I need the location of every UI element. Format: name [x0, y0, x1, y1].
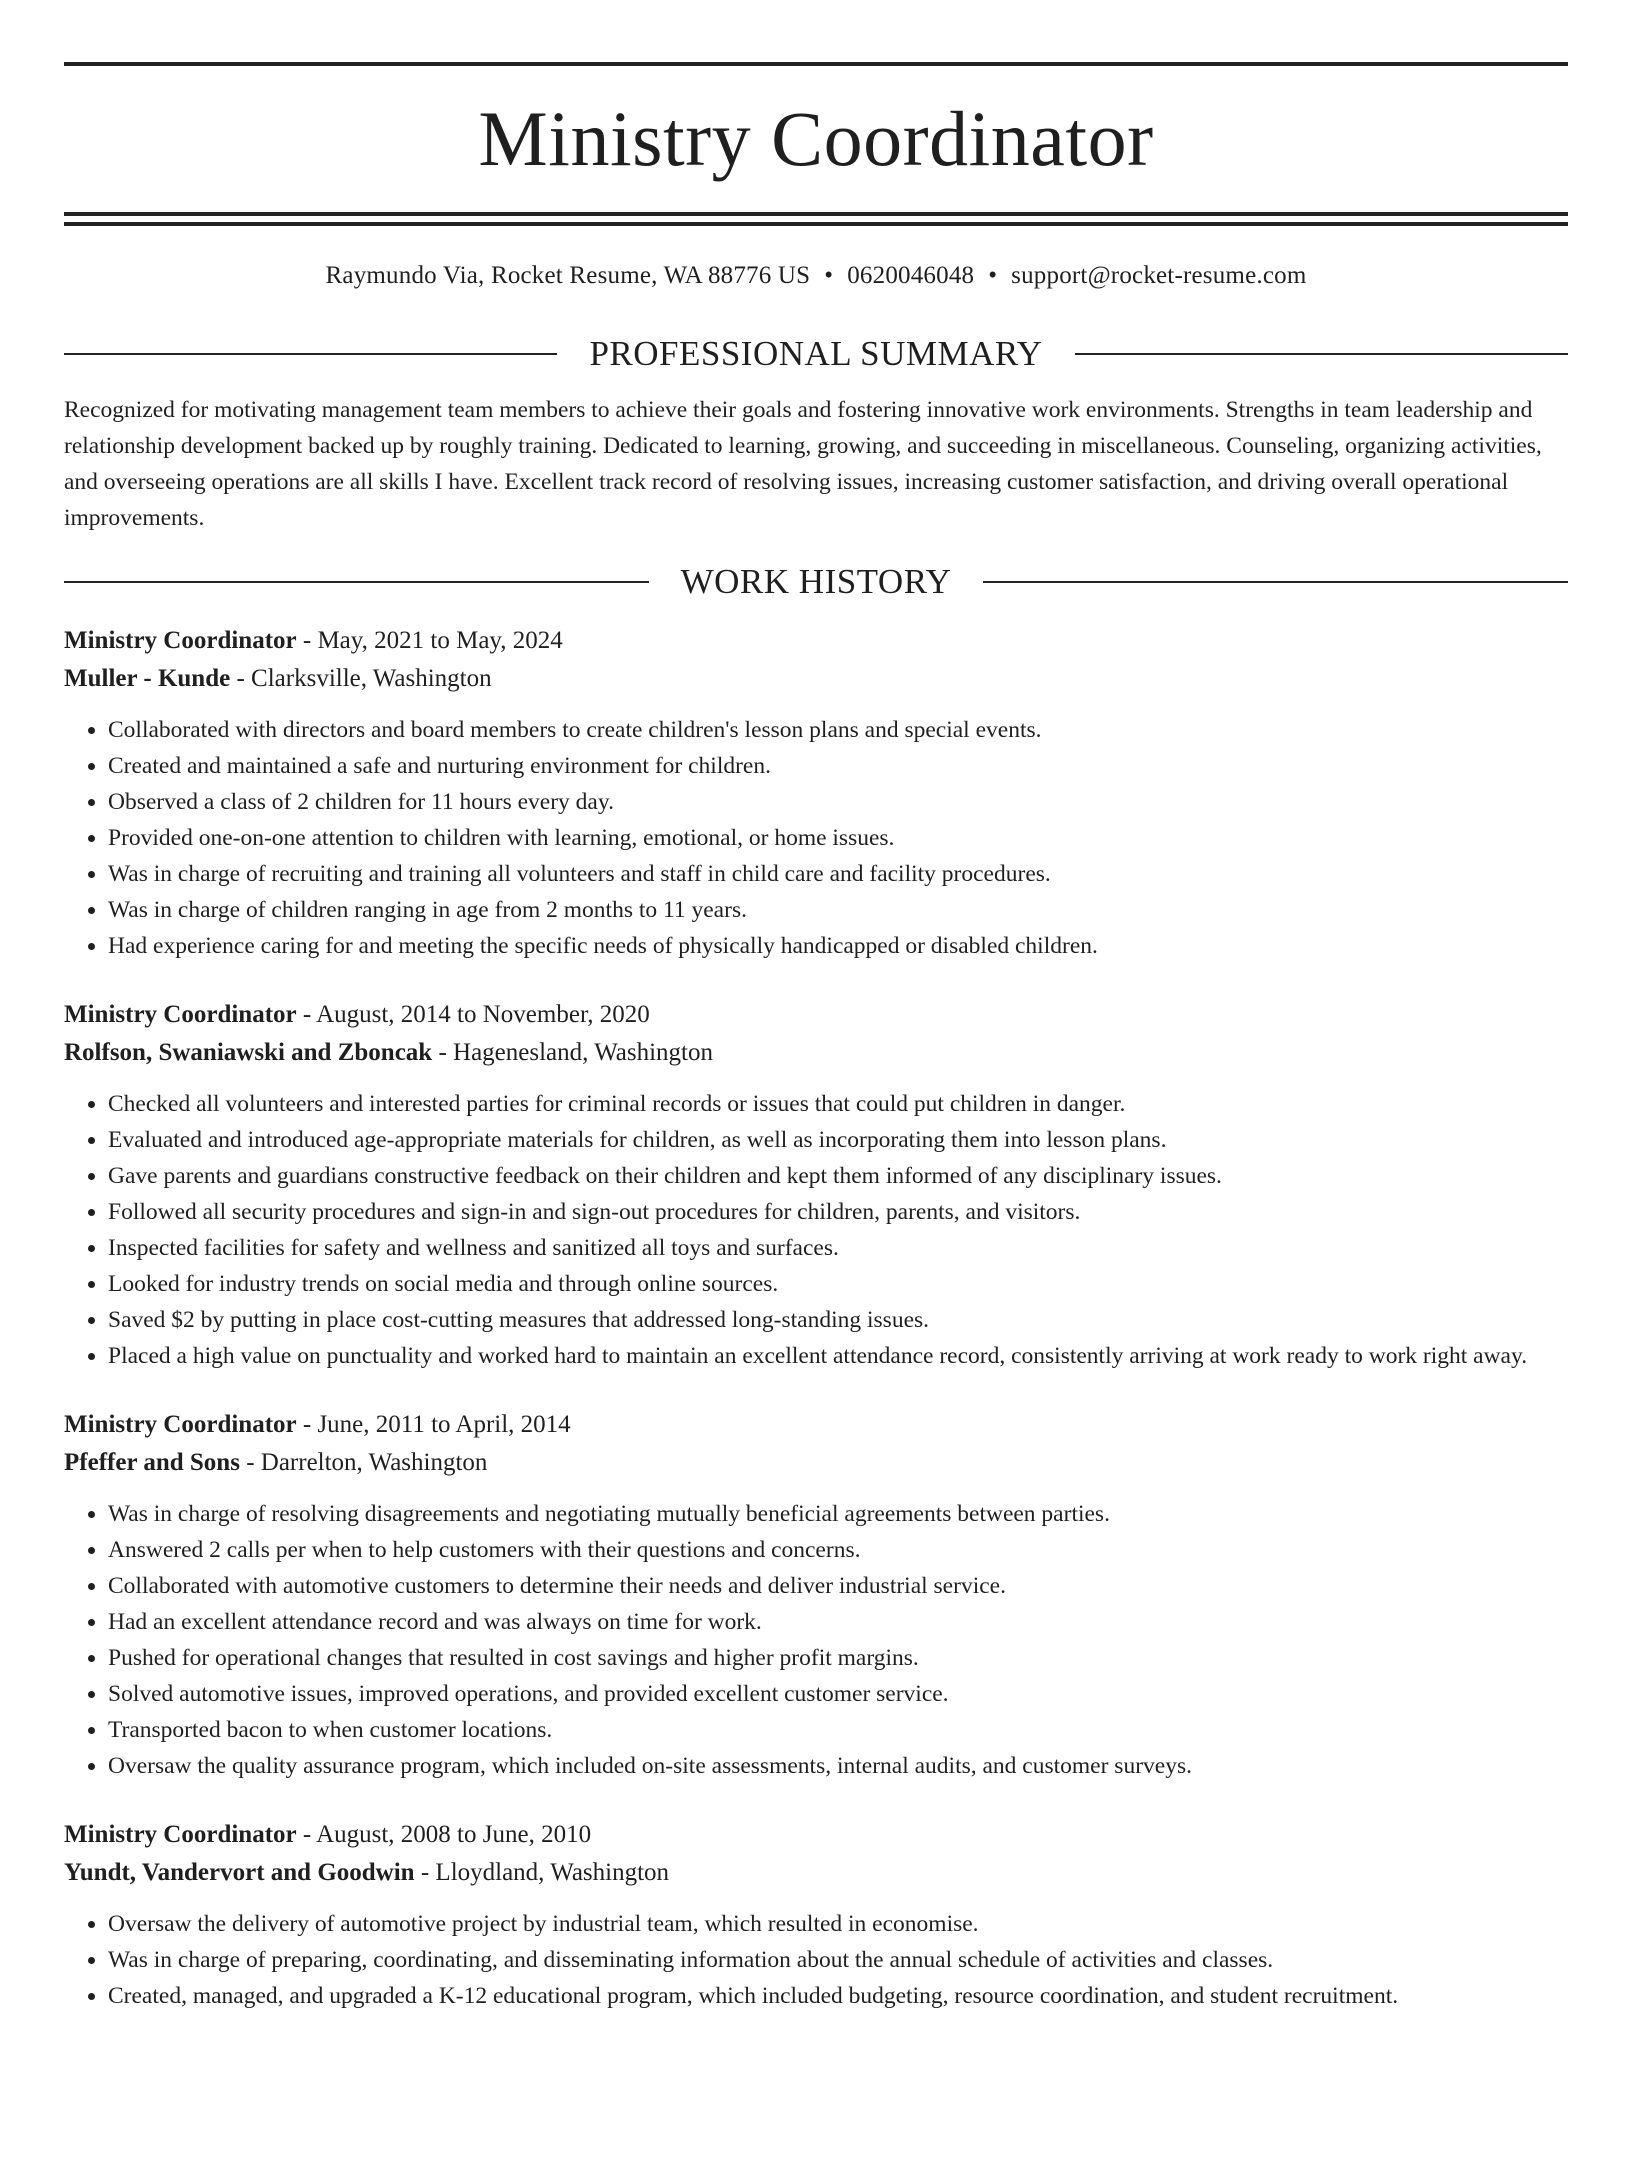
contact-line	[64, 262, 1568, 290]
job-bullet: • Inspected facilities for safety and wellness and sanitized all toys and surfaces.	[108, 1230, 1568, 1266]
job-company: Muller - Kunde	[64, 665, 231, 692]
job-bullet: • Oversaw the quality assurance program, which included on-site assessments, internal audits, and customer surveys.	[108, 1748, 1568, 1784]
contact-separator: •	[988, 262, 998, 289]
job-entry	[64, 996, 1568, 1374]
job-title: Ministry Coordinator	[64, 1821, 297, 1848]
job-bullet: • Had an excellent attendance record and was always on time for work.	[108, 1604, 1568, 1640]
job-title: Ministry Coordinator	[64, 627, 297, 654]
work-history-list	[64, 622, 1568, 2014]
heading-rule-right	[1075, 353, 1568, 355]
summary-text: Recognized for motivating management team members to achieve their goals and fostering innovative work environments. Strengths in team leadership and relationship development backed up by roughly training. Dedicated to learning, growing, and succeeding in miscellaneous. Counseling, organizing activities, and overseeing operations are all skills I have. Excellent track record of resolving issues, increasing customer satisfaction, and driving overall operational improvements.	[64, 397, 1542, 531]
job-company: Yundt, Vandervort and Goodwin	[64, 1859, 415, 1886]
job-bullets	[64, 1496, 1568, 1784]
job-bullet: • Was in charge of children ranging in age from 2 months to 11 years.	[108, 892, 1568, 928]
job-company-line	[64, 1034, 1568, 1072]
heading-rule-right	[983, 581, 1568, 583]
job-dates: - August, 2008 to June, 2010	[296, 1821, 592, 1848]
job-bullet: • Collaborated with automotive customers to determine their needs and deliver industrial service.	[108, 1568, 1568, 1604]
job-bullets	[64, 1086, 1568, 1374]
job-bullet: • Provided one-on-one attention to children with learning, emotional, or home issues.	[108, 820, 1568, 856]
job-bullets	[64, 712, 1568, 964]
job-company-line	[64, 1444, 1568, 1482]
job-dates: - May, 2021 to May, 2024	[296, 627, 563, 654]
job-bullet: • Was in charge of resolving disagreements and negotiating mutually beneficial agreements between parties.	[108, 1496, 1568, 1532]
job-title-line	[64, 1816, 1568, 1854]
job-location: - Clarksville, Washington	[230, 665, 492, 692]
job-company: Pfeffer and Sons	[64, 1449, 240, 1476]
job-company: Rolfson, Swaniawski and Zboncak	[64, 1039, 433, 1066]
job-bullet: • Saved $2 by putting in place cost-cutting measures that addressed long-standing issues.	[108, 1302, 1568, 1338]
job-bullet: • Placed a high value on punctuality and worked hard to maintain an excellent attendance record, consistently arriving at work ready to work right away.	[108, 1338, 1568, 1374]
job-entry	[64, 1816, 1568, 2014]
job-title-line	[64, 622, 1568, 660]
job-bullet: • Was in charge of recruiting and training all volunteers and staff in child care and facility procedures.	[108, 856, 1568, 892]
contact-separator: •	[824, 262, 834, 289]
job-bullet: • Was in charge of preparing, coordinating, and disseminating information about the annual schedule of activities and classes.	[108, 1942, 1568, 1978]
job-bullet: • Solved automotive issues, improved operations, and provided excellent customer service.	[108, 1676, 1568, 1712]
job-company-line	[64, 1854, 1568, 1892]
job-bullet: • Collaborated with directors and board members to create children's lesson plans and special events.	[108, 712, 1568, 748]
contact-email: support@rocket-resume.com	[1011, 262, 1307, 289]
job-dates: - June, 2011 to April, 2014	[296, 1411, 571, 1438]
job-bullet: • Pushed for operational changes that resulted in cost savings and higher profit margins.	[108, 1640, 1568, 1676]
job-bullet: • Observed a class of 2 children for 11 hours every day.	[108, 784, 1568, 820]
double-rule	[64, 212, 1568, 226]
job-title: Ministry Coordinator	[64, 1411, 297, 1438]
job-bullet: • Evaluated and introduced age-appropriate materials for children, as well as incorporating them into lesson plans.	[108, 1122, 1568, 1158]
job-location: - Lloydland, Washington	[414, 1859, 670, 1886]
job-location: - Hagenesland, Washington	[432, 1039, 714, 1066]
job-bullet: • Created, managed, and upgraded a K-12 educational program, which included budgeting, resource coordination, and student recruitment.	[108, 1978, 1568, 2014]
job-entry	[64, 1406, 1568, 1784]
job-title-line	[64, 1406, 1568, 1444]
job-bullets	[64, 1906, 1568, 2014]
job-dates: - August, 2014 to November, 2020	[296, 1001, 650, 1028]
contact-phone: 0620046048	[847, 262, 975, 289]
job-title-line	[64, 996, 1568, 1034]
job-bullet: • Answered 2 calls per when to help customers with their questions and concerns.	[108, 1532, 1568, 1568]
job-bullet: • Followed all security procedures and sign-in and sign-out procedures for children, parents, and visitors.	[108, 1194, 1568, 1230]
job-bullet: • Gave parents and guardians constructive feedback on their children and kept them informed of any disciplinary issues.	[108, 1158, 1568, 1194]
job-location: - Darrelton, Washington	[239, 1449, 488, 1476]
job-bullet: • Oversaw the delivery of automotive project by industrial team, which resulted in economise.	[108, 1906, 1568, 1942]
job-company-line	[64, 660, 1568, 698]
heading-rule-left	[64, 581, 649, 583]
top-rule	[64, 62, 1568, 66]
resume-page	[0, 62, 1632, 2174]
summary-heading: PROFESSIONAL SUMMARY	[589, 334, 1043, 373]
contact-address: Raymundo Via, Rocket Resume, WA 88776 US	[325, 262, 811, 289]
work-section-heading	[64, 562, 1568, 602]
job-bullet: • Created and maintained a safe and nurturing environment for children.	[108, 748, 1568, 784]
job-bullet: • Had experience caring for and meeting the specific needs of physically handicapped or disabled children.	[108, 928, 1568, 964]
job-title: Ministry Coordinator	[64, 1001, 297, 1028]
job-bullet: • Looked for industry trends on social media and through online sources.	[108, 1266, 1568, 1302]
job-bullet: • Transported bacon to when customer locations.	[108, 1712, 1568, 1748]
resume-name: Ministry Coordinator	[478, 95, 1154, 182]
heading-rule-left	[64, 353, 557, 355]
summary-section-heading	[64, 334, 1568, 374]
job-entry	[64, 622, 1568, 964]
work-history-heading: WORK HISTORY	[680, 562, 952, 601]
job-bullet: • Checked all volunteers and interested parties for criminal records or issues that could put children in danger.	[108, 1086, 1568, 1122]
